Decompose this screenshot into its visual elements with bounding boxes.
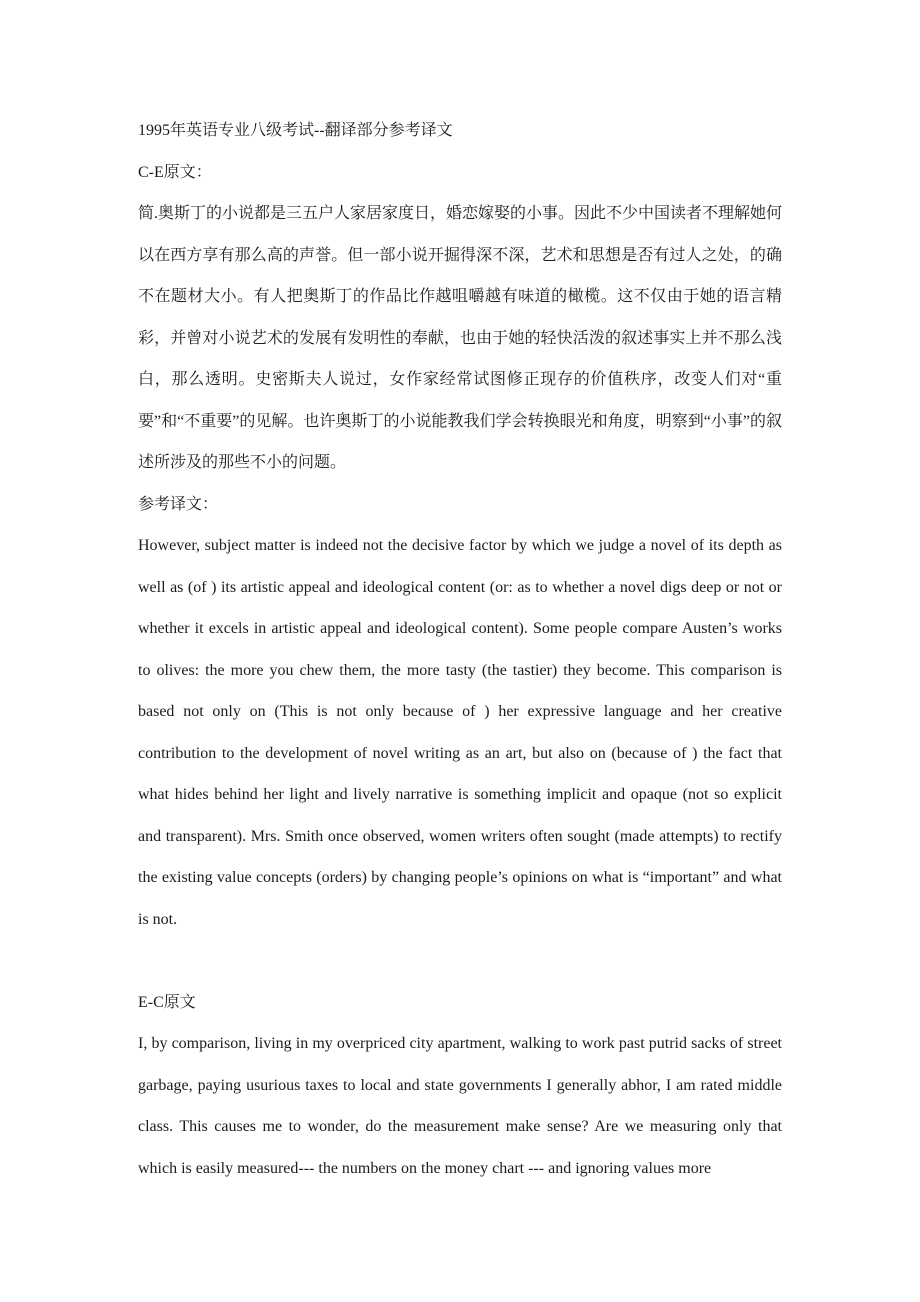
document-content <box>138 110 782 1189</box>
blank-line <box>138 940 782 982</box>
document-title: 1995年英语专业八级考试--翻译部分参考译文 <box>138 122 453 139</box>
section-heading-reference-translation: 参考译文： <box>138 495 219 513</box>
ec-source-paragraph: I, by comparison, living in my overpriced city apartment, walking to work past putrid sacks of street garbage, paying usurious taxes to local and state governments I generally abhor, I am rated middle class. This causes me to wonder, do the measurement make sense? Are we measuring only that which is easily measured--- the numbers on the money chart --- and ignoring values more <box>138 1035 782 1177</box>
section-heading-ec-source: E-C原文 <box>138 993 196 1011</box>
section-heading-ce-source: C-E原文： <box>138 163 212 181</box>
ce-source-paragraph: 简.奥斯丁的小说都是三五户人家居家度日，婚恋嫁娶的小事。因此不少中国读者不理解她何以在西方享有那么高的声誉。但一部小说开掘得深不深，艺术和思想是否有过人之处，的确不在题材大小。有人把奥斯丁的作品比作越咀嚼越有味道的橄榄。这不仅由于她的语言精彩，并曾对小说艺术的发展有发明性的奉献，也由于她的轻快活泼的叙述事实上并不那么浅白，那么透明。史密斯夫人说过，女作家经常试图修正现存的价值秩序，改变人们对“重要”和“不重要”的见解。也许奥斯丁的小说能教我们学会转换眼光和角度，明察到“小事”的叙述所涉及的那些不小的问题。 <box>138 205 783 471</box>
reference-translation-paragraph: However, subject matter is indeed not the decisive factor by which we judge a novel of its depth as well as (of ) its artistic appeal and ideological content (or: as to whether a novel digs deep or not or whether it excels in artistic appeal and ideological content). Some people compare Austen’s works to olives: the more you chew them, the more tasty (the tastier) they become. This comparison is based not only on (This is not only because of ) her expressive language and her creative contribution to the development of novel writing as an art, but also on (because of ) the fact that what hides behind her light and lively narrative is something implicit and opaque (not so explicit and transparent). Mrs. Smith once observed, women writers often sought (made attempts) to rectify the existing value concepts (orders) by changing people’s opinions on what is “important” and what is not. <box>138 537 782 928</box>
